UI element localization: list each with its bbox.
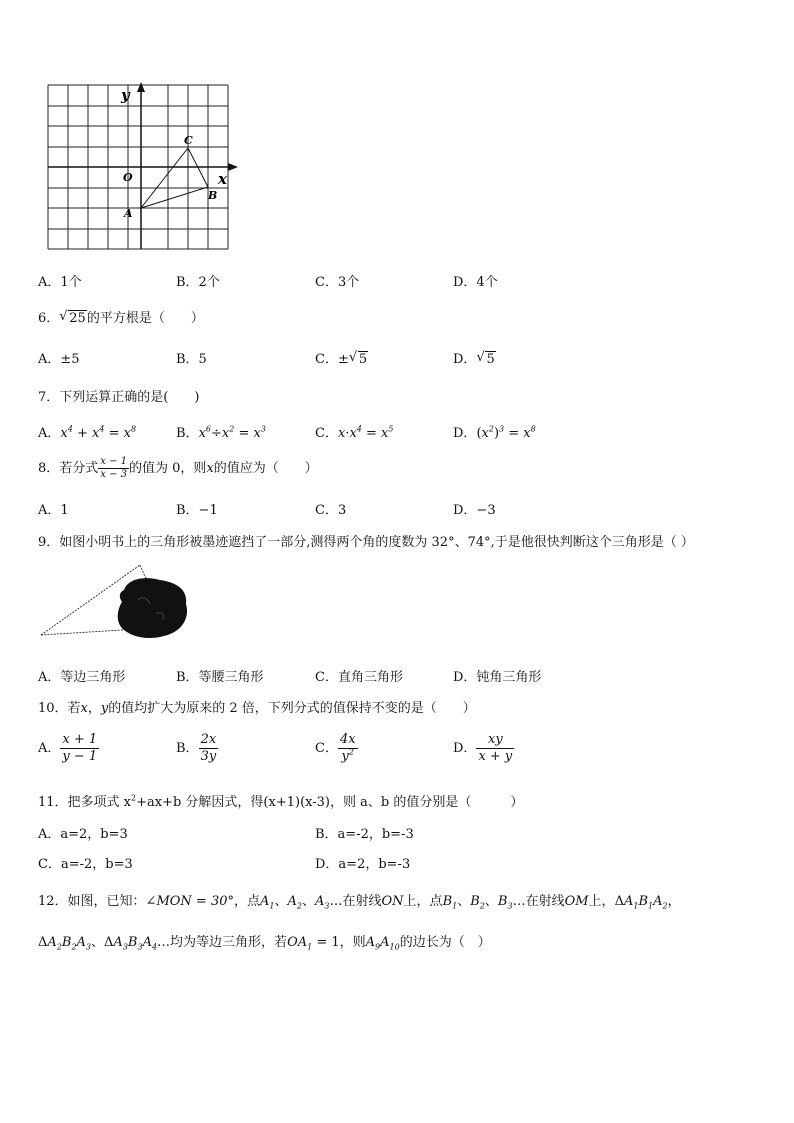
q11-option-d: D．a=2，b=-3 <box>315 857 411 872</box>
q10-stem: 10．若x，y的值均扩大为原来的 2 倍，下列分式的值保持不变的是（ ） <box>38 701 476 716</box>
q7-option-d: D．$(x^2)^3 = x^8$ <box>453 424 536 441</box>
q6-stem <box>38 307 204 326</box>
q10-option-d: D． $\frac{xy}{x + y}$ <box>453 732 513 764</box>
q6-option-d: D． √ 5 <box>453 350 495 367</box>
q6-option-c: C．± √ 5 <box>315 350 368 367</box>
q12-stem-line2: $\Delta A_2B_2A_3$、$\Delta A_3B_3A_4\dots$均为等边三角形，若$OA_1 = 1$，则$A_9A_{10}$的边长为（ ） <box>38 935 491 952</box>
q8-option-a: A．1 <box>38 503 69 518</box>
q12-stem-line1: 12．如图，已知：∠MON = 30°，点$A_1$、$A_2$、$A_3\dots$在射线ON上，点$B_1$、$B_2$、$B_3\dots$在射线OM上，$\Delta A_1B_1A_2$， <box>38 894 681 911</box>
q9-option-d: D．钝角三角形 <box>453 670 542 685</box>
x-axis-label: x <box>218 170 227 188</box>
q6-text: 的平方根是（ ） <box>86 311 204 326</box>
q11-option-b: B．a=-2，b=-3 <box>315 827 414 842</box>
q8-option-d: D．−3 <box>453 503 496 518</box>
q7-option-a: A．$x^4 + x^4 = x^8$ <box>38 424 137 441</box>
q10-option-a: A． $\frac{x + 1}{y - 1}$ <box>38 732 98 764</box>
q11-stem: 11．把多项式 $x^2+ax+b$ 分解因式，得(x+1)(x-3)，则 a、b 的值分别是（ ） <box>38 793 524 810</box>
coordinate-grid-figure <box>44 82 240 252</box>
q5-option-b: B．2个 <box>176 275 220 290</box>
q11-option-a: A．a=2，b=3 <box>38 827 128 842</box>
origin-label: O <box>123 171 133 184</box>
q8-option-c: C．3 <box>315 503 347 518</box>
q6-option-b: B．5 <box>176 352 207 367</box>
q5-option-c: C．3个 <box>315 275 360 290</box>
q10-option-b: B． $\frac{2x}{3y}$ <box>176 732 217 764</box>
x-axis-arrow <box>228 163 238 171</box>
q6-number: 6． <box>38 311 60 326</box>
q9-option-b: B．等腰三角形 <box>176 670 264 685</box>
q8-fraction: $\frac{x - 1}{x - 3}$ <box>100 456 128 480</box>
ink-blot <box>118 578 187 638</box>
ink-triangle-figure <box>38 560 198 640</box>
q11-option-c: C．a=-2，b=3 <box>38 857 133 872</box>
q5-option-a: A．1个 <box>38 275 82 290</box>
q10-option-c: C． $\frac{4x}{y^2}$ <box>315 732 356 764</box>
q9-option-a: A．等边三角形 <box>38 670 126 685</box>
q8-stem: 8．若分式 $\frac{x - 1}{x - 3}$ 的值为 0，则x的值应为（ ） <box>38 456 318 480</box>
q9-option-c: C．直角三角形 <box>315 670 403 685</box>
q6-option-a: A．±5 <box>38 352 80 367</box>
q7-stem: 7．下列运算正确的是( ) <box>38 390 200 405</box>
triangle-abc <box>141 148 208 208</box>
q7-option-c: C．$x\cdot x^4 = x^5$ <box>315 424 394 441</box>
q5-option-d: D．4个 <box>453 275 498 290</box>
q7-option-b: B．$x^6\div x^2 = x^3$ <box>176 424 266 441</box>
point-c-label: C <box>184 134 193 147</box>
sqrt-25: √ 25 <box>59 309 86 326</box>
q9-stem: 9．如图小明书上的三角形被墨迹遮挡了一部分,测得两个角的度数为 32°、74°,于是他很快判断这个三角形是（ ） <box>38 535 694 550</box>
y-axis-arrow <box>137 82 145 92</box>
point-a-label: A <box>124 207 133 220</box>
y-axis-label: y <box>121 86 130 104</box>
q8-option-b: B．−1 <box>176 503 218 518</box>
point-b-label: B <box>208 189 218 202</box>
